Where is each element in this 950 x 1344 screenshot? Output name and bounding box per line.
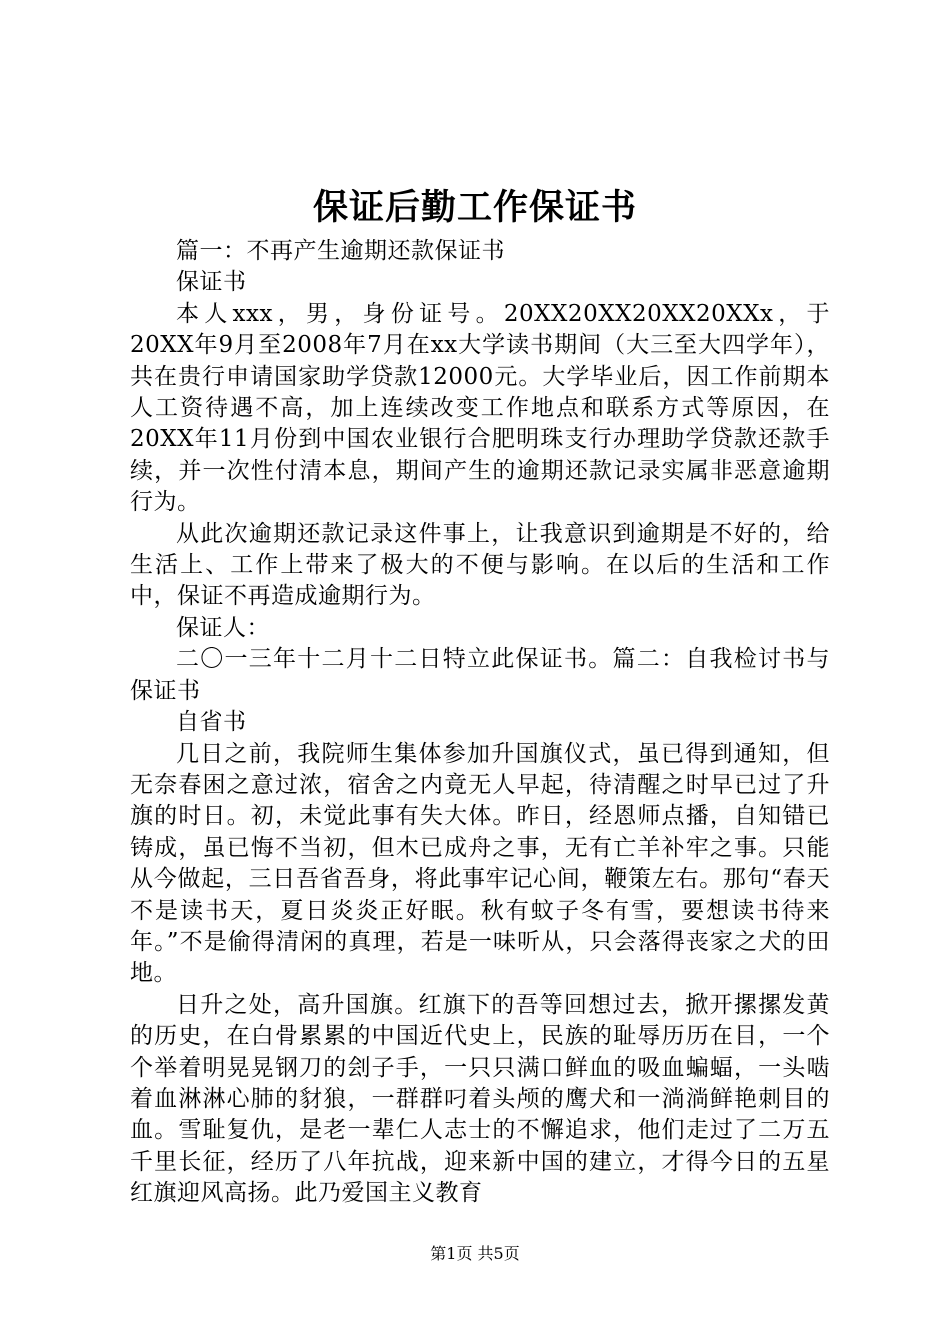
section-heading-1: 篇一：不再产生逾期还款保证书 [176, 238, 505, 264]
paragraph: 日升之处，高升国旗。红旗下的吾等回想过去，掀开摞摞发黄的历史，在白骨累累的中国近代史上，民族的耻辱历历在目，一个个举着明晃晃钢刀的刽子手，一只只满口鲜血的吸血蝙蝠，一头啮着血淋淋心肺的豺狼，一群群叼着头颅的鹰犬和一淌淌鲜艳刺目的血。雪耻复仇，是老一辈仁人志士的不懈追求，他们走过了二万五千里长征，经历了八年抗战，迎来新中国的建立，才得今日的五星红旗迎风高扬。此乃爱国主义教育 [130, 991, 830, 1207]
subheading-self-reflection: 自省书 [176, 709, 247, 736]
paragraph: 几日之前，我院师生集体参加升国旗仪式，虽已得到通知，但无奈春困之意过浓，宿舍之内竟无人早起，待清醒之时早已过了升旗的时日。初，未觉此事有失大体。昨日，经恩师点播，自知错已铸成，虽已悔不当初，但木已成舟之事，无有亡羊补牢之事。只能从今做起，三日吾省吾身，将此事牢记心间，鞭策左右。那句“春天不是读书天，夏日炎炎正好眠。秋有蚊子冬有雪，要想读书待来年。”不是偷得清闲的真理，若是一味听从，只会落得丧家之犬的田地。 [130, 740, 830, 987]
paragraph: 二〇一三年十二月十二日特立此保证书。篇二：自我检讨书与保证书 [130, 646, 830, 704]
signature-label: 保证人： [176, 614, 270, 641]
paragraph: 从此次逾期还款记录这件事上，让我意识到逾期是不好的，给生活上、工作上带来了极大的不便与影响。在以后的生活和工作中，保证不再造成逾期行为。 [130, 520, 830, 610]
document-title: 保证后勤工作保证书 [312, 187, 637, 228]
subheading-guarantee: 保证书 [176, 269, 247, 296]
document-body [130, 236, 830, 1210]
page-footer: 第1页 共5页 [430, 1244, 520, 1263]
paragraph: 本人xxx，男，身份证号。20XX20XX20XX20XXx，于20XX年9月至2008年7月在xx大学读书期间（大三至大四学年），共在贵行申请国家助学贷款12000元。大学毕业后，因工作前期本人工资待遇不高，加上连续改变工作地点和联系方式等原因，在20XX年11月份到中国农业银行合肥明珠支行办理助学贷款还款手续，并一次性付清本息，期间产生的逾期还款记录实属非恶意逾期行为。 [130, 300, 830, 516]
